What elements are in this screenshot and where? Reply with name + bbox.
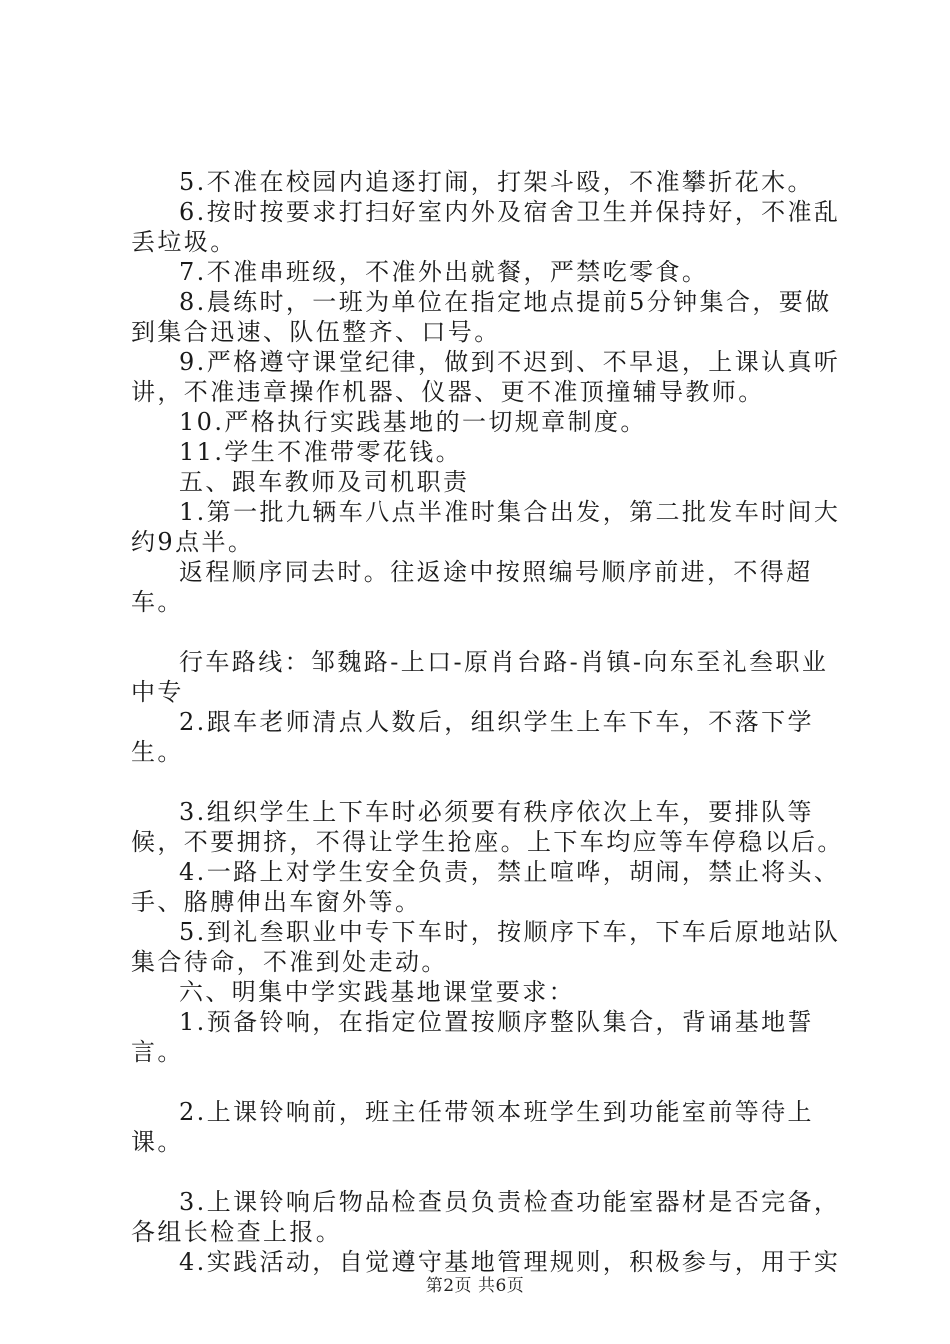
paragraph: 8.晨练时，一班为单位在指定地点提前5分钟集合，要做到集合迅速、队伍整齐、口号。 xyxy=(131,288,832,346)
paragraph: 2.上课铃响前，班主任带领本班学生到功能室前等待上课。 xyxy=(131,1098,814,1156)
paragraph: 9.严格遵守课堂纪律，做到不迟到、不早退，上课认真听讲，不准违章操作机器、仪器、更不准顶撞辅导教师。 xyxy=(131,348,841,406)
paragraph: 11.学生不准带零花钱。 xyxy=(179,438,462,466)
paragraph: 1.第一批九辆车八点半准时集合出发，第二批发车时间大约9点半。 xyxy=(131,498,841,556)
paragraph: 5.到礼叁职业中专下车时，按顺序下车，下车后原地站队集合待命，不准到处走动。 xyxy=(131,918,841,976)
paragraph: 6.按时按要求打扫好室内外及宿舍卫生并保持好，不准乱丢垃圾。 xyxy=(131,198,841,256)
paragraph: 4.一路上对学生安全负责，禁止喧哗，胡闹，禁止将头、手、胳膊伸出车窗外等。 xyxy=(131,858,841,916)
paragraph: 1.预备铃响，在指定位置按顺序整队集合，背诵基地誓言。 xyxy=(131,1008,814,1066)
paragraph: 4.实践活动，自觉遵守基地管理规则，积极参与，用于实 xyxy=(179,1248,841,1276)
document-body xyxy=(131,167,851,1277)
paragraph: 3.组织学生上下车时必须要有秩序依次上车，要排队等候，不要拥挤，不得让学生抢座。上下车均应等车停稳以后。 xyxy=(131,798,844,856)
paragraph: 2.跟车老师清点人数后，组织学生上车下车，不落下学生。 xyxy=(131,708,814,766)
paragraph: 行车路线：邹魏路-上口-原肖台路-肖镇-向东至礼叁职业中专 xyxy=(131,648,829,706)
paragraph: 10.严格执行实践基地的一切规章制度。 xyxy=(179,408,647,436)
paragraph: 7.不准串班级，不准外出就餐，严禁吃零食。 xyxy=(179,258,709,286)
paragraph: 3.上课铃响后物品检查员负责检查功能室器材是否完备，各组长检查上报。 xyxy=(131,1188,841,1246)
section-heading: 六、明集中学实践基地课堂要求： xyxy=(179,978,575,1006)
paragraph: 5.不准在校园内追逐打闹，打架斗殴，不准攀折花木。 xyxy=(179,168,814,196)
paragraph: 返程顺序同去时。往返途中按照编号顺序前进，不得超车。 xyxy=(131,558,813,616)
page-number-footer: 第2页 共6页 xyxy=(425,1276,525,1296)
section-heading: 五、跟车教师及司机职责 xyxy=(179,468,470,496)
